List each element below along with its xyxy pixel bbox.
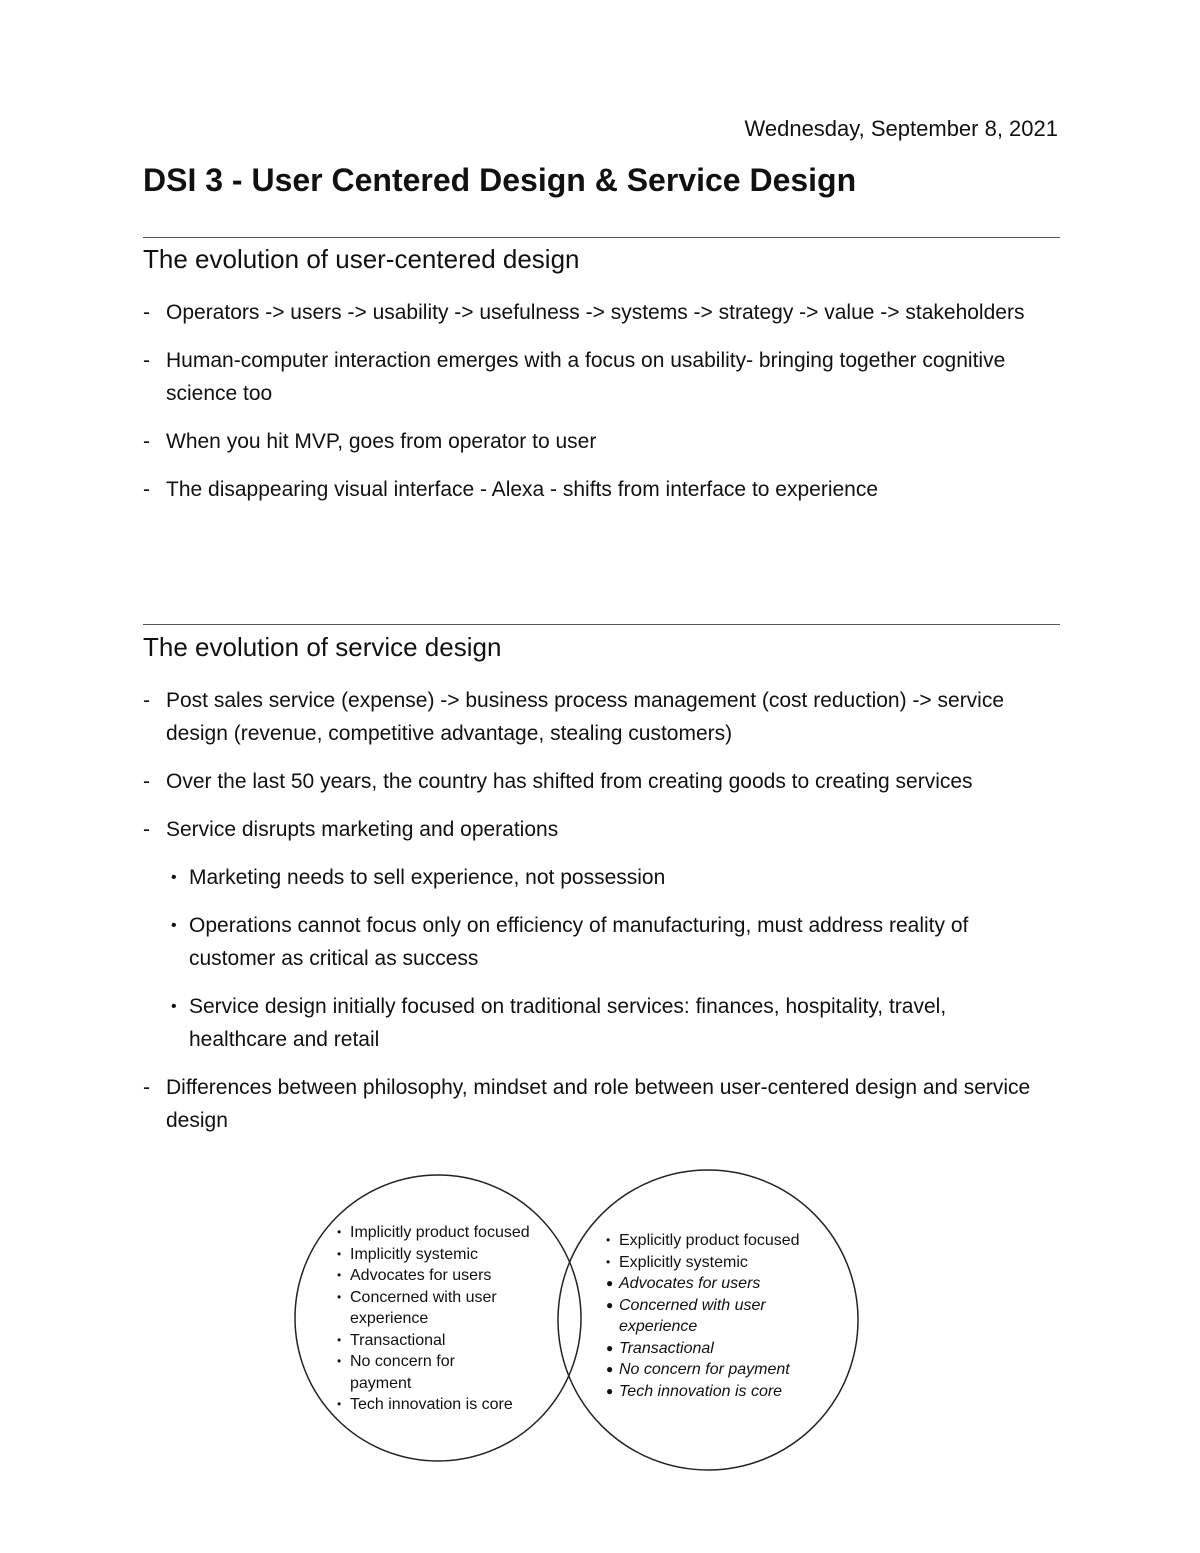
venn-item: • Transactional xyxy=(337,1331,446,1349)
dot-bullet: • xyxy=(171,917,177,934)
page-date: Wednesday, September 8, 2021 xyxy=(744,116,1058,141)
list-item: - When you hit MVP, goes from operator to user xyxy=(143,425,1043,458)
sub-list-item: • Operations cannot focus only on efficiency of manufacturing, must address reality of customer as critical as success xyxy=(166,909,1043,975)
venn-item: • Advocates for users xyxy=(337,1267,492,1284)
page-title: DSI 3 - User Centered Design & Service Design xyxy=(143,162,857,198)
section-heading-ucd: The evolution of user-centered design xyxy=(143,244,580,274)
dash-bullet: - xyxy=(143,301,150,324)
list-item: - Post sales service (expense) -> business process management (cost reduction) -> service design (revenue, competitive advantage, stealing customers) xyxy=(143,684,1043,750)
sub-list-item: • Service design initially focused on traditional services: finances, hospitality, travel, healthcare and retail xyxy=(166,990,1043,1056)
venn-left-text xyxy=(337,1222,565,1416)
venn-item: • Explicitly product focused xyxy=(606,1232,800,1249)
section-heading-service: The evolution of service design xyxy=(143,632,502,662)
dash-bullet: - xyxy=(143,478,150,501)
list-item: - Differences between philosophy, mindset and role between user-centered design and service design xyxy=(143,1071,1043,1137)
venn-item: ● No concern for payment xyxy=(606,1361,790,1378)
sub-list-item: • Marketing needs to sell experience, not possession xyxy=(166,861,1043,894)
venn-item: ● Concerned with user experience xyxy=(606,1296,766,1335)
list-item: - The disappearing visual interface - Alexa - shifts from interface to experience xyxy=(143,473,1043,506)
section-divider xyxy=(143,237,1060,238)
service-bullet-list xyxy=(143,684,1043,1152)
venn-item: • Explicitly systemic xyxy=(606,1253,748,1271)
venn-item: • Tech innovation is core xyxy=(337,1396,513,1413)
section-divider xyxy=(143,624,1060,625)
list-item: - Operators -> users -> usability -> usefulness -> systems -> strategy -> value -> stakeholders xyxy=(143,296,1043,329)
venn-item: ● Transactional xyxy=(606,1339,714,1357)
venn-item: • Concerned with user experience xyxy=(337,1288,497,1327)
venn-item: • Implicitly systemic xyxy=(337,1245,479,1263)
dot-bullet: • xyxy=(171,998,177,1015)
venn-item: ● Advocates for users xyxy=(606,1275,761,1292)
list-item: - Service disrupts marketing and operations • Marketing needs to sell experience, not possession • Operations cannot focus only on efficiency of manufacturing, must address reality of customer as critical as success • Service design initially focused on traditional services: finances, hospitality, travel, healthcare and retail xyxy=(143,813,1043,1056)
dash-bullet: - xyxy=(143,770,150,793)
dash-bullet: - xyxy=(143,818,150,841)
dash-bullet: - xyxy=(143,689,150,712)
list-item: - Over the last 50 years, the country has shifted from creating goods to creating services xyxy=(143,765,1043,798)
venn-item: • Implicitly product focused xyxy=(337,1224,530,1241)
dash-bullet: - xyxy=(143,1076,150,1099)
dash-bullet: - xyxy=(143,430,150,453)
venn-right-text xyxy=(606,1230,846,1402)
dot-bullet: • xyxy=(171,869,177,886)
list-item: - Human-computer interaction emerges with a focus on usability- bringing together cognitive science too xyxy=(143,344,1043,410)
dash-bullet: - xyxy=(143,349,150,372)
sub-bullet-list xyxy=(166,861,1043,1056)
venn-item: ● Tech innovation is core xyxy=(606,1382,783,1400)
venn-item: • No concern for payment xyxy=(337,1353,455,1392)
ucd-bullet-list xyxy=(143,296,1043,521)
